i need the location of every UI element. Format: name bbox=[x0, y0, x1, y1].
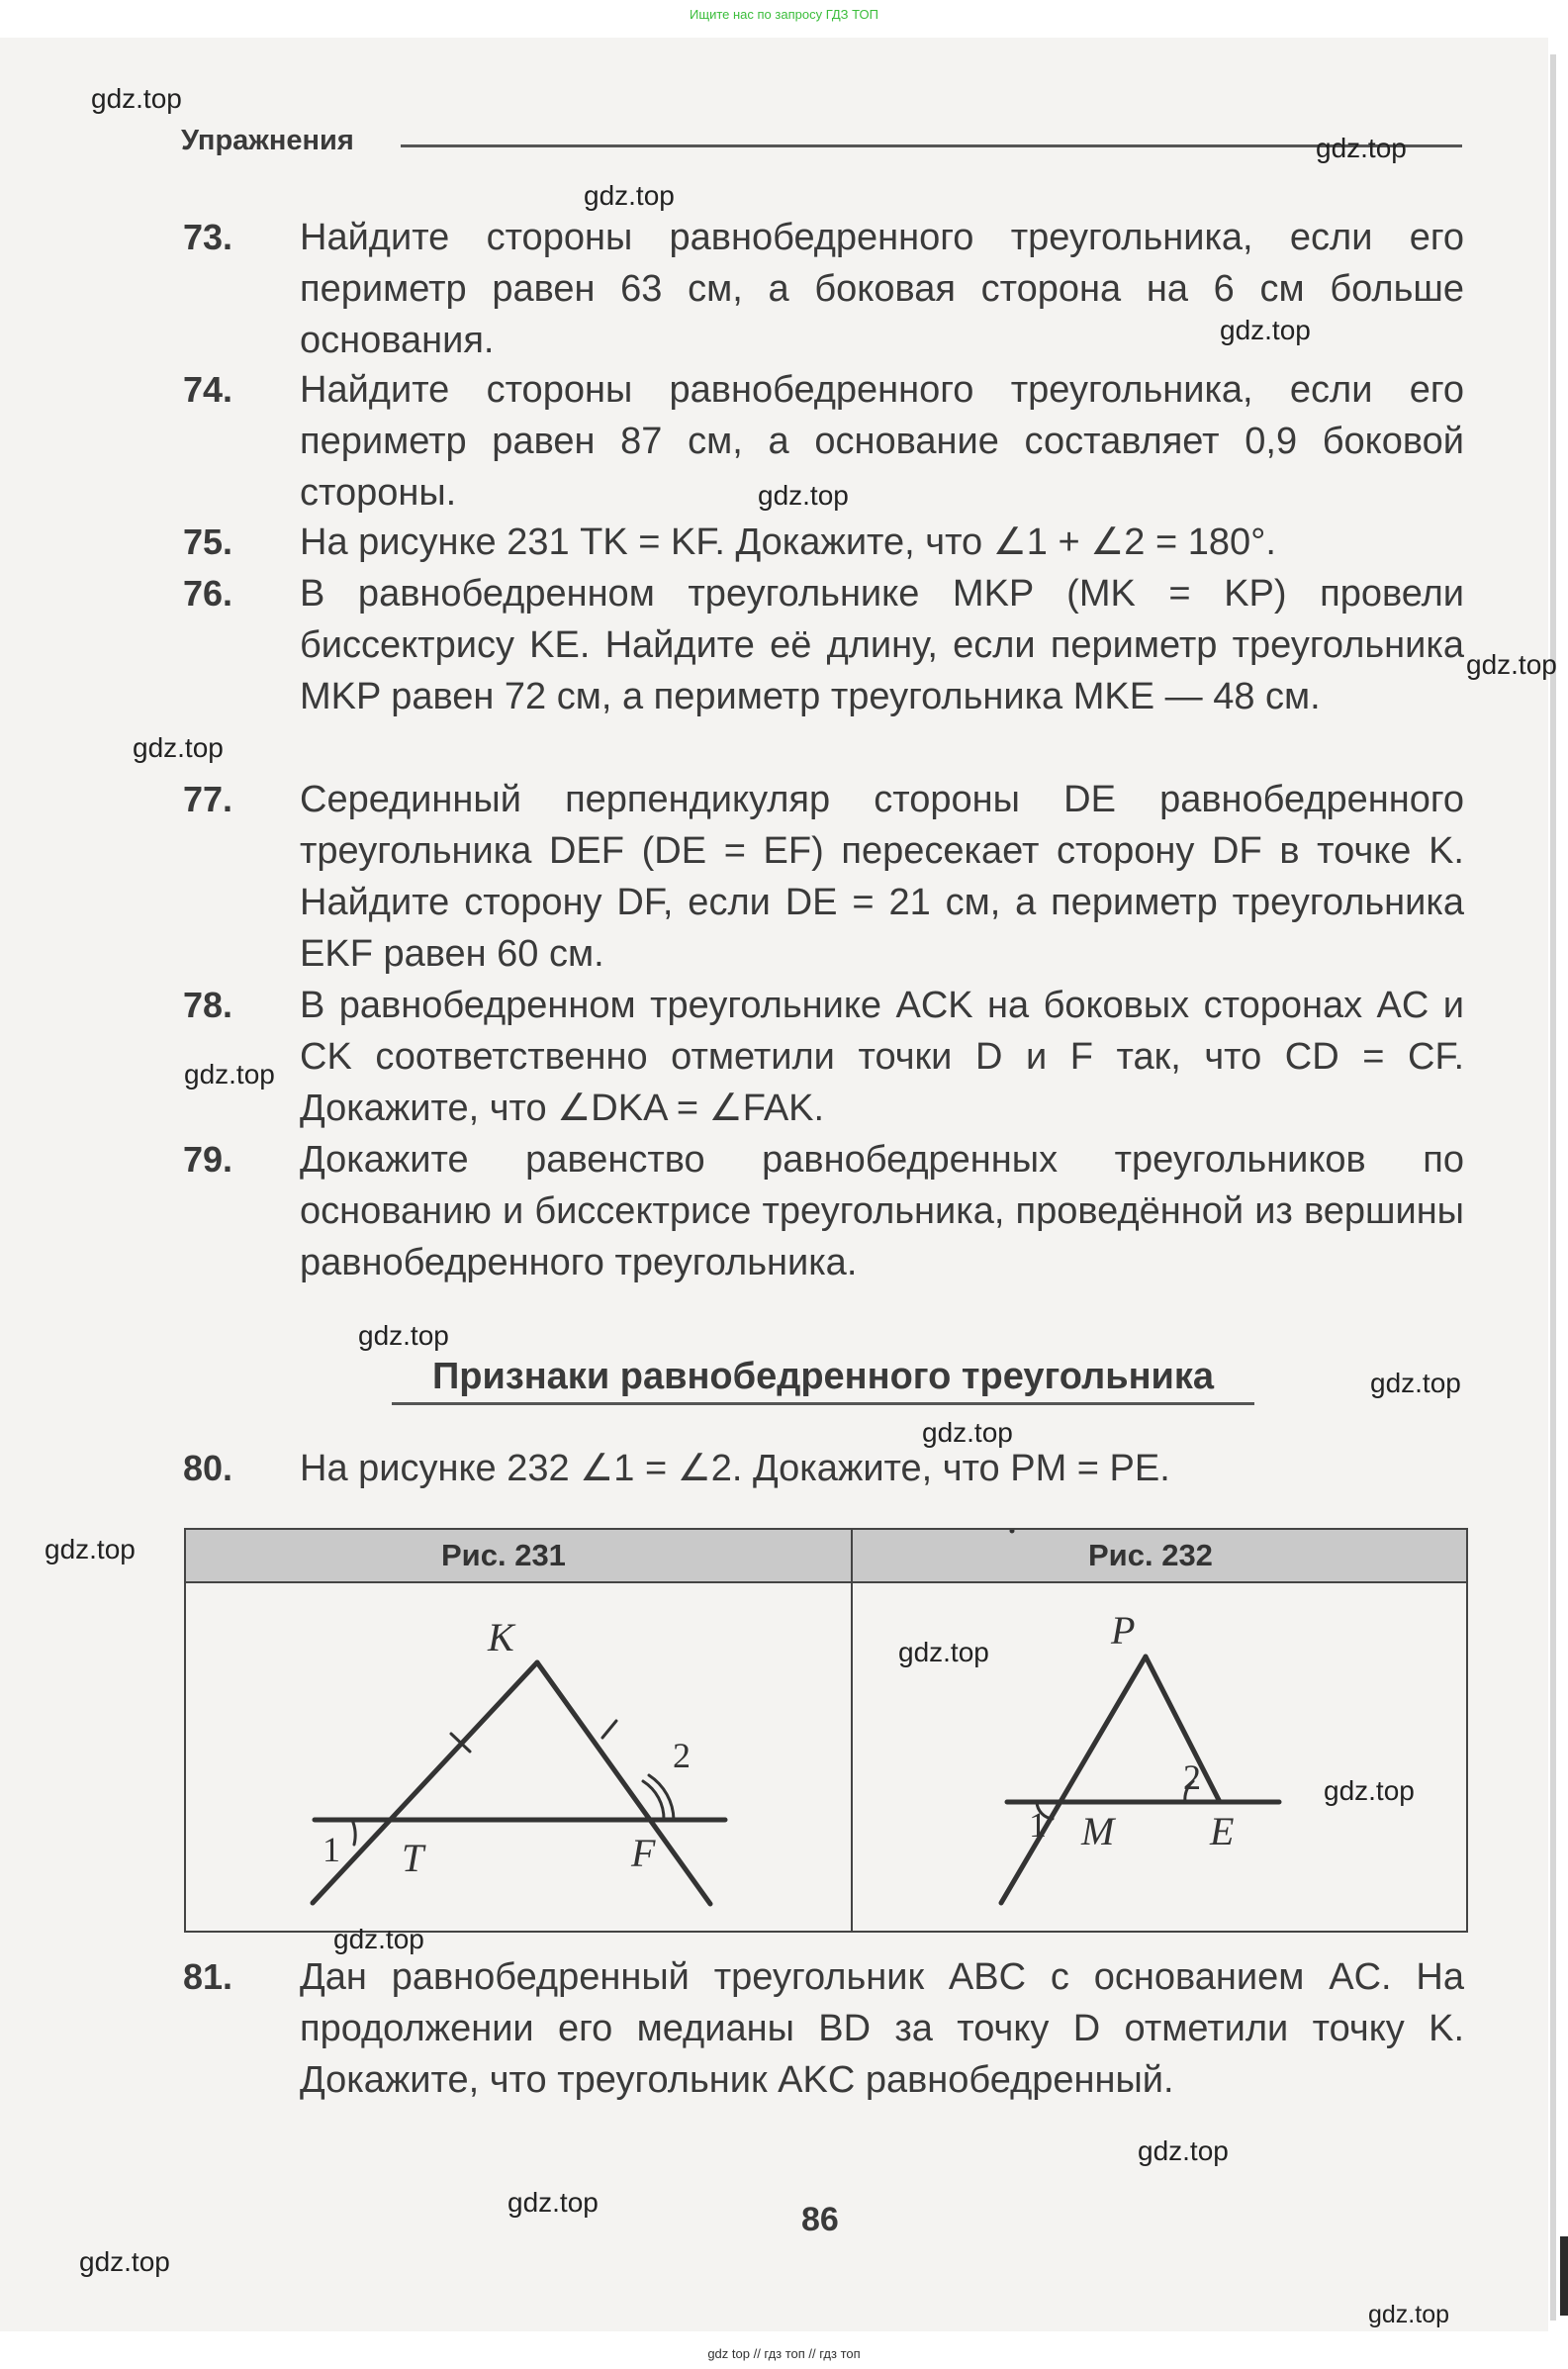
watermark: gdz.top bbox=[45, 1534, 136, 1564]
task-text: В равнобедренном треугольнике ACK на боковых сторонах AC и CK соответственно отметили точки D и F так, что CD = CF. Докажите, что ∠DKA = ∠FAK. bbox=[300, 985, 1464, 1129]
task-text: На рисунке 231 TK = KF. Докажите, что ∠1 + ∠2 = 180°. bbox=[300, 521, 1276, 563]
task-81 bbox=[183, 1951, 1464, 2106]
fig232-label-m: M bbox=[1081, 1809, 1115, 1853]
figures-drawing bbox=[186, 1530, 1466, 1931]
fig231-caption: Рис. 231 bbox=[441, 1538, 566, 1572]
fig231-line-kt bbox=[313, 1662, 537, 1903]
watermark: gdz.top bbox=[758, 480, 849, 511]
figures-panel bbox=[184, 1528, 1468, 1933]
fig232-label-angle2: 2 bbox=[1183, 1757, 1201, 1797]
task-76 bbox=[183, 568, 1464, 722]
task-77 bbox=[183, 774, 1464, 980]
fig232-line-pm bbox=[1001, 1657, 1146, 1903]
fig231-label-k: K bbox=[488, 1615, 514, 1659]
watermark: gdz.top bbox=[507, 2187, 599, 2218]
fig231-label-angle2: 2 bbox=[673, 1736, 691, 1775]
task-number: 73. bbox=[183, 217, 233, 257]
watermark: gdz.top bbox=[898, 1637, 989, 1667]
task-number: 81. bbox=[183, 1956, 233, 1997]
task-80 bbox=[183, 1443, 1464, 1494]
watermark: gdz.top bbox=[91, 83, 182, 114]
watermark: gdz.top bbox=[358, 1320, 449, 1351]
watermark: gdz.top bbox=[1316, 133, 1407, 163]
task-number: 74. bbox=[183, 369, 233, 410]
task-number: 80. bbox=[183, 1448, 233, 1488]
watermark: gdz.top bbox=[184, 1059, 275, 1090]
section-title: Упражнения bbox=[181, 125, 354, 156]
fig231-angle-arc-2 bbox=[649, 1775, 674, 1820]
watermark: gdz.top bbox=[1370, 1368, 1461, 1398]
fig232-label-angle1: 1 bbox=[1029, 1805, 1047, 1845]
fig231-label-angle1: 1 bbox=[323, 1830, 340, 1869]
watermark: gdz.top bbox=[1368, 2301, 1450, 2328]
task-text: На рисунке 232 ∠1 = ∠2. Докажите, что PM = PE. bbox=[300, 1448, 1170, 1489]
watermark: gdz.top bbox=[1138, 2135, 1229, 2166]
footer-banner[interactable]: gdz top // гдз топ // гдз топ bbox=[707, 2346, 861, 2361]
watermark: gdz.top bbox=[333, 1924, 424, 1954]
task-text: Найдите стороны равнобедренного треугольника, если его периметр равен 63 см, а боковая сторона на 6 см больше основания. bbox=[300, 217, 1464, 361]
task-number: 79. bbox=[183, 1139, 233, 1180]
fig231-line-kf bbox=[537, 1662, 710, 1904]
page-binding-corner bbox=[1560, 2236, 1568, 2316]
task-text: Докажите равенство равнобедренных треугольников по основанию и биссектрисе треугольника, проведённой из вершины равнобедренного треугольника. bbox=[300, 1139, 1464, 1283]
watermark: gdz.top bbox=[79, 2246, 170, 2277]
section-header bbox=[181, 125, 1462, 164]
task-79 bbox=[183, 1134, 1464, 1288]
task-text: В равнобедренном треугольнике MKP (MK = KP) провели биссектрису KE. Найдите её длину, если периметр треугольника MKP равен 72 см, а периметр треугольника MKE — 48 см. bbox=[300, 573, 1464, 717]
fig232-label-e: E bbox=[1210, 1809, 1235, 1853]
task-text: Дан равнобедренный треугольник ABC с основанием AC. На продолжении его медианы BD за точку D отметили точку K. Докажите, что треугольник AKC равнобедренный. bbox=[300, 1956, 1464, 2101]
watermark: gdz.top bbox=[584, 180, 675, 211]
watermark: gdz.top bbox=[1466, 649, 1557, 680]
watermark: gdz.top bbox=[1324, 1775, 1415, 1806]
section-rule bbox=[401, 144, 1462, 147]
fig232-caption: Рис. 232 bbox=[1088, 1538, 1213, 1572]
site-banner[interactable]: Ищите нас по запросу ГДЗ ТОП bbox=[690, 7, 878, 22]
fig232-label-p: P bbox=[1111, 1608, 1136, 1653]
task-75 bbox=[183, 517, 1464, 568]
task-78 bbox=[183, 980, 1464, 1134]
task-number: 76. bbox=[183, 573, 233, 614]
watermark: gdz.top bbox=[922, 1417, 1013, 1448]
fig231-tick-2 bbox=[602, 1721, 616, 1738]
fig231-angle-arc-left bbox=[352, 1820, 355, 1845]
fig231-label-f: F bbox=[631, 1831, 656, 1875]
task-text: Найдите стороны равнобедренного треугольника, если его периметр равен 87 см, а основание составляет 0,9 боковой стороны. bbox=[300, 369, 1464, 514]
task-text: Серединный перпендикуляр стороны DE равнобедренного треугольника DEF (DE = EF) пересекает сторону DF в точке K. Найдите сторону DF, если DE = 21 см, а периметр треугольника EKF равен 60 см. bbox=[300, 779, 1464, 975]
subsection-title: Признаки равнобедренного треугольника bbox=[392, 1356, 1254, 1405]
fig231-label-t: T bbox=[402, 1836, 424, 1880]
page-number: 86 bbox=[801, 2201, 839, 2238]
task-number: 75. bbox=[183, 521, 233, 562]
task-number: 78. bbox=[183, 985, 233, 1025]
watermark: gdz.top bbox=[1220, 315, 1311, 345]
watermark: gdz.top bbox=[133, 732, 224, 763]
task-number: 77. bbox=[183, 779, 233, 819]
page-binding-edge bbox=[1550, 54, 1556, 2321]
